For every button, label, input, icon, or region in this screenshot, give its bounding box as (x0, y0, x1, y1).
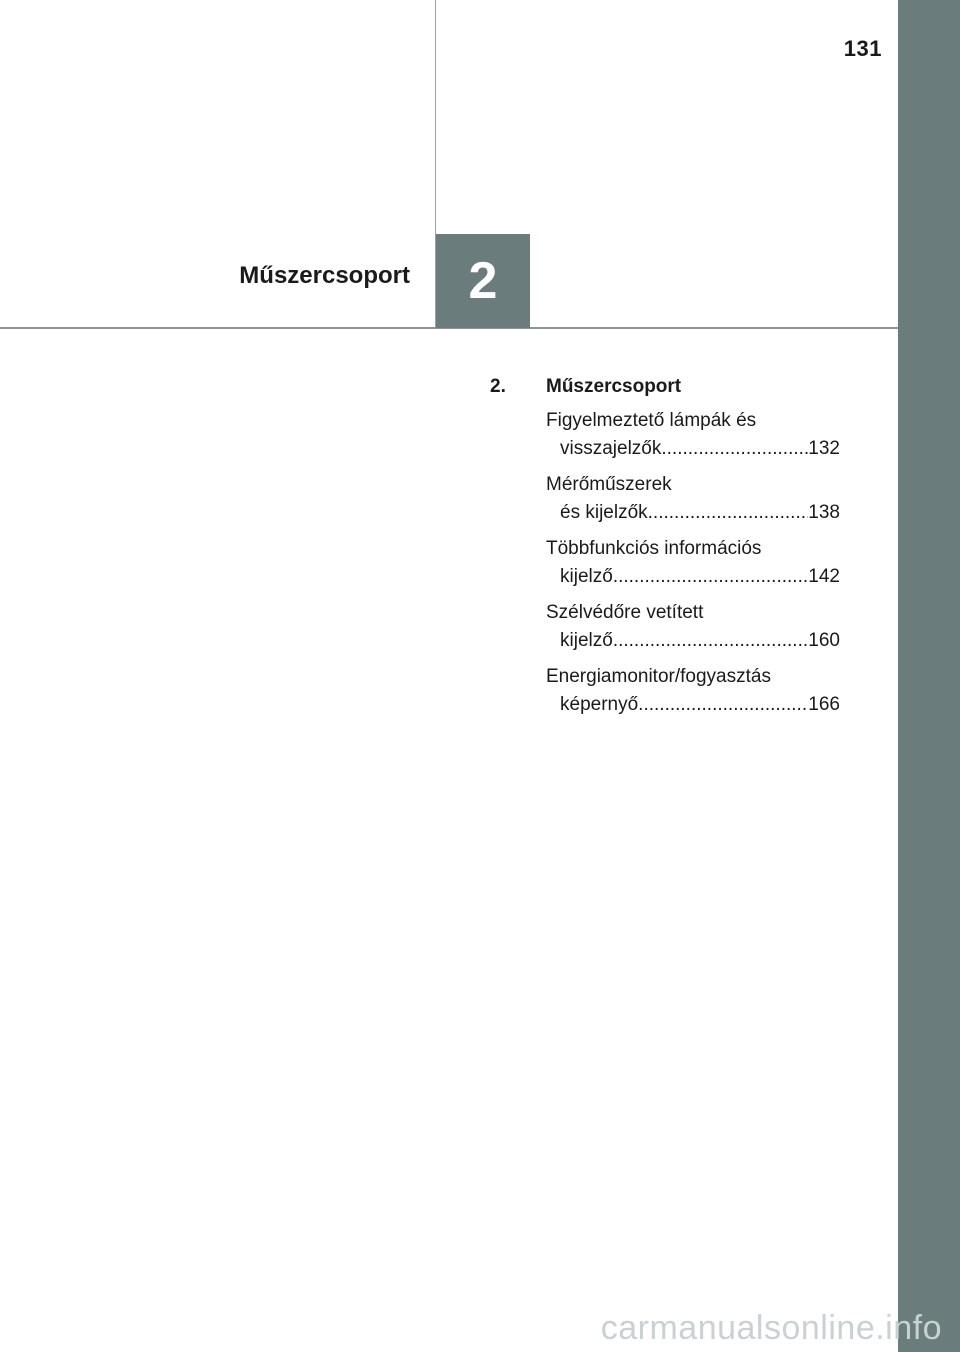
toc-entry-title-cont: kijelző (560, 630, 613, 651)
toc-entry[interactable] (546, 535, 840, 591)
toc-section-heading (490, 376, 840, 398)
dot-leader (648, 499, 809, 527)
toc-entry[interactable] (546, 407, 840, 463)
toc-entry-title: Energiamonitor/fogyasztás (546, 666, 771, 687)
table-of-contents (490, 376, 840, 727)
toc-entry-title-cont: és kijelzők (560, 502, 648, 523)
page-number: 131 (843, 36, 882, 61)
toc-entry[interactable] (546, 471, 840, 527)
toc-section-number: 2. (490, 376, 506, 397)
toc-entry-title: Mérőműszerek (546, 474, 672, 495)
toc-entry-page: 160 (808, 630, 840, 651)
toc-entry-title: Figyelmeztető lámpák és (546, 410, 757, 431)
toc-entry[interactable] (546, 663, 840, 719)
dot-leader (613, 627, 808, 655)
toc-entry-title-cont: visszajelzők (560, 438, 662, 459)
dot-leader (638, 691, 808, 719)
toc-entry-title: Többfunkciós információs (546, 538, 762, 559)
toc-entry-page: 138 (808, 502, 840, 523)
toc-entry-title: Szélvédőre vetített (546, 602, 704, 623)
toc-section-title: Műszercsoport (546, 376, 682, 397)
toc-entry-title-cont: képernyő (560, 694, 639, 715)
dot-leader (661, 435, 808, 463)
toc-entry-title-cont: kijelző (560, 566, 613, 587)
toc-entry[interactable] (546, 599, 840, 655)
toc-entry-page: 142 (808, 566, 840, 587)
chapter-title: Műszercsoport (239, 262, 410, 289)
toc-entry-page: 166 (808, 694, 840, 715)
chapter-number-box: 2 (436, 234, 530, 328)
chapter-side-tab (898, 0, 960, 1352)
watermark: carmanualsonline.info (600, 1309, 942, 1347)
dot-leader (613, 563, 808, 591)
toc-entry-page: 132 (808, 438, 840, 459)
